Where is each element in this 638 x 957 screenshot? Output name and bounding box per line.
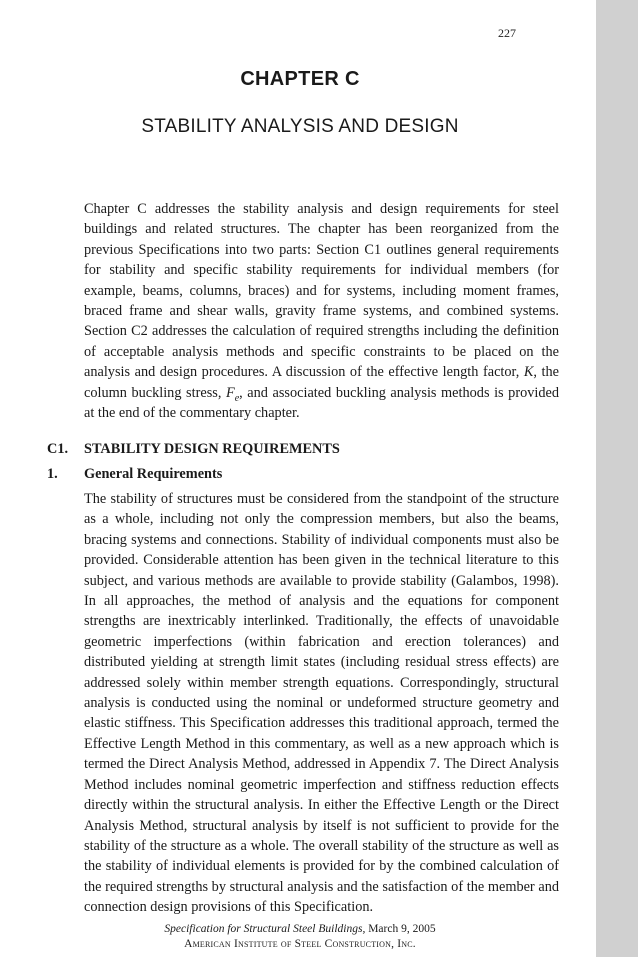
subsection-number: 1.: [47, 466, 58, 482]
section-number: C1.: [47, 441, 69, 457]
subsection-heading-1: [47, 464, 222, 484]
footer-organization: American Institute of Steel Construction, Inc.: [184, 938, 416, 950]
intro-text-part3: , and associated buckling analysis methods is provided at the end of the commentary chapter.: [84, 384, 559, 422]
section-heading-c1: [47, 439, 340, 459]
general-requirements-paragraph: The stability of structures must be considered from the standpoint of the structure as a whole, including not only the compression members, but also the beams, bracing systems and connections. Stability of individual components must also be provided. Considerable attention has been given in the technical literature to this subject, and various methods are available to provide stability (Galambos, 1998). In all approaches, the method of analysis and the equations for component strengths are inextricably interlinked. Traditionally, the effects of unavoidable geometric imperfections (within fabrication and erection tolerances) and distributed yielding at strength limit states (including residual stress effects) are addressed solely within member strength equations. Correspondingly, structural analysis is conducted using the nominal or undeformed structure geometry and elastic stiffness. This Specification addresses this traditional approach, termed the Effective Length Method in this commentary, as well as a new approach which is termed the Direct Analysis Method, addressed in Appendix 7. The Direct Analysis Method includes nominal geometric imperfection and stiffness reduction effects directly within the structural analysis. In either the Effective Length or the Direct Analysis Method, structural analysis by itself is not sufficient to provide for the stability of the structure as a whole. The overall stability of the structure as well as the stability of individual elements is provided for by the combined calculation of the required strengths by structural analysis and the satisfaction of the member and connection design provisions of this Specification.: [84, 491, 559, 916]
footer-spec-title: Specification for Structural Steel Buildings,: [164, 923, 366, 935]
intro-text-part2: , the column buckling stress,: [84, 364, 559, 401]
chapter-title: CHAPTER C: [240, 68, 360, 90]
chapter-subtitle: STABILITY ANALYSIS AND DESIGN: [141, 116, 459, 137]
page-number: 227: [498, 26, 516, 40]
footer-date: March 9, 2005: [365, 923, 436, 935]
subsection-title: General Requirements: [84, 466, 223, 482]
k-symbol: K: [523, 364, 534, 381]
side-margin-strip: [596, 0, 638, 957]
intro-text-part1: Chapter C addresses the stability analysis and design requirements for steel buildings and related structures. The chapter has been reorganized from the previous Specifications into two parts: Section C1 outlines general requirements for stability and specific stability requirements for individual members (for example, beams, columns, braces) and for systems, including moment frames, braced frame and shear walls, gravity frame systems, and combined systems. Section C2 addresses the calculation of required strengths including the definition of acceptable analysis methods and specific constraints to be placed on the analysis and design procedures. A discussion of the effective length factor,: [84, 201, 559, 381]
intro-paragraph: [84, 199, 559, 423]
footer-citation: [0, 922, 600, 937]
fe-symbol: $F_e$: [225, 384, 240, 404]
section-title: STABILITY DESIGN REQUIREMENTS: [84, 441, 340, 457]
page-footer: [0, 922, 600, 952]
fe-subscript: e: [234, 392, 240, 404]
